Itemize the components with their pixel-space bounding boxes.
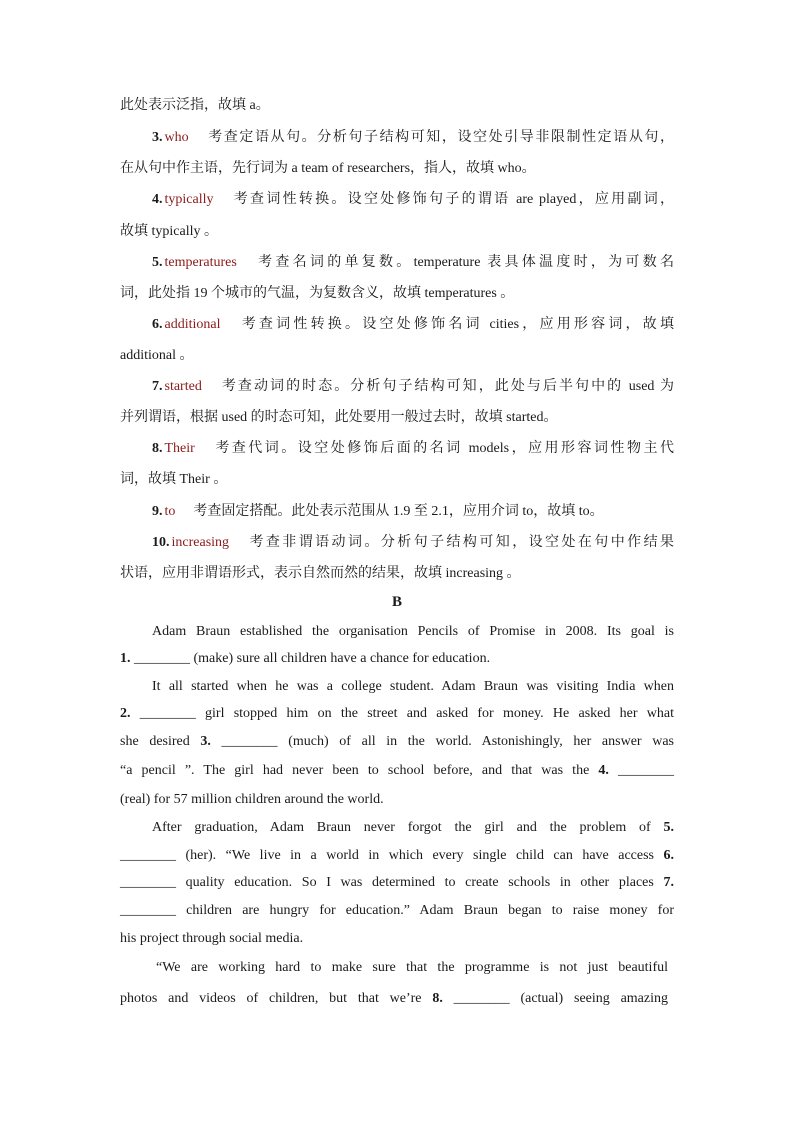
- answer-word: temperatures: [164, 255, 237, 270]
- passage-line: [152, 818, 674, 838]
- answer-word: who: [164, 130, 189, 145]
- blank-number: 8.: [432, 991, 443, 1006]
- answer-item-3: [152, 128, 674, 148]
- answer-item-5-line2: 词，此处指 19 个城市的气温，为复数含义，故填 temperatures 。: [120, 286, 515, 301]
- passage-text: “a pencil ”. The girl had never been to school before, and that was the: [120, 763, 599, 778]
- item-number: 7.: [152, 379, 163, 394]
- passage-text: ________ girl stopped him on the street and asked for money. He asked her what: [130, 706, 674, 721]
- answer-item-8: [152, 439, 674, 459]
- item-number: 6.: [152, 317, 163, 332]
- blank-number: 1.: [120, 651, 131, 666]
- answer-item-10-line2: 状语，应用非谓语形式，表示自然而然的结果，故填 increasing 。: [120, 566, 521, 581]
- answer-word: started: [164, 379, 202, 394]
- item-number: 8.: [152, 441, 163, 456]
- explanation-text: 考查非谓语动词。分析句子结构可知，设空处在句中作结果: [247, 535, 674, 550]
- answer-item-7-line2: 并列谓语，根据 used 的时态可知，此处要用一般过去时，故填 started。: [120, 410, 558, 425]
- blank-number: 5.: [663, 820, 674, 835]
- answer-item-4-line2: 故填 typically 。: [120, 224, 218, 239]
- answer-item-6-line2: additional 。: [120, 348, 194, 363]
- answer-word: additional: [164, 317, 221, 332]
- passage-text: ________ (her). “We live in a world in which every single child can have access: [120, 848, 664, 863]
- answer-word: to: [164, 504, 176, 519]
- passage-text: ________ quality education. So I was determined to create schools in other places: [120, 875, 664, 890]
- answer-word: typically: [164, 192, 214, 207]
- item-number: 5.: [152, 255, 163, 270]
- item-number: 9.: [152, 504, 163, 519]
- passage-text: ________: [608, 763, 675, 778]
- item-number: 3.: [152, 130, 163, 145]
- blank-number: 2.: [120, 706, 131, 721]
- passage-line: Adam Braun established the organisation Pencils of Promise in 2008. Its goal is: [152, 624, 674, 639]
- answer-2-continuation: 此处表示泛指，故填 a。: [120, 98, 270, 113]
- explanation-text: 考查定语从句。分析句子结构可知，设空处引导非限制性定语从句，: [206, 130, 674, 145]
- passage-line: [120, 761, 674, 781]
- passage-line: [120, 989, 668, 1009]
- answer-word: Their: [164, 441, 195, 456]
- answer-item-9: [152, 502, 674, 522]
- explanation-text: 考查代词。设空处修饰后面的名词 models，应用形容词性物主代: [212, 441, 674, 456]
- blank-number: 7.: [663, 875, 674, 890]
- explanation-text: 考查词性转换。设空处修饰句子的谓语 are played，应用副词，: [231, 192, 674, 207]
- passage-line: [120, 704, 674, 724]
- explanation-text: 考查动词的时态。分析句子结构可知，此处与后半句中的 used 为: [219, 379, 674, 394]
- item-number: 4.: [152, 192, 163, 207]
- passage-text: ________ (make) sure all children have a chance for education.: [130, 651, 491, 666]
- explanation-text: 考查固定搭配。此处表示范围从 1.9 至 2.1，应用介词 to，故填 to。: [193, 504, 604, 519]
- passage-line: [120, 846, 674, 866]
- explanation-text: 考查词性转换。设空处修饰名词 cities，应用形容词，故填: [238, 317, 674, 332]
- blank-number: 4.: [598, 763, 609, 778]
- passage-line: [120, 873, 674, 893]
- answer-item-6: [152, 315, 674, 335]
- passage-text: ________ (much) of all in the world. Astonishingly, her answer was: [210, 734, 675, 749]
- section-heading-b: B: [391, 594, 402, 610]
- passage-text: ________ (actual) seeing amazing: [442, 991, 668, 1006]
- passage-text: she desired: [120, 734, 201, 749]
- explanation-text: 考查名词的单复数。temperature 表具体温度时，为可数名: [254, 255, 674, 270]
- passage-line: “We are working hard to make sure that the programme is not just beautiful: [156, 960, 668, 975]
- passage-line: ________ children are hungry for education.” Adam Braun began to raise money for: [120, 903, 674, 918]
- passage-line: (real) for 57 million children around the world.: [120, 792, 384, 807]
- answer-word: increasing: [171, 535, 230, 550]
- answer-item-7: [152, 377, 674, 397]
- passage-line: [120, 732, 674, 752]
- answer-item-10: [152, 533, 674, 553]
- blank-number: 6.: [663, 848, 674, 863]
- passage-line: It all started when he was a college student. Adam Braun was visiting India when: [152, 679, 674, 694]
- answer-item-3-line2: 在从句中作主语，先行词为 a team of researchers，指人，故填 who。: [120, 161, 536, 176]
- passage-line: his project through social media.: [120, 931, 304, 946]
- passage-text: photos and videos of children, but that we’re: [120, 991, 433, 1006]
- item-number: 10.: [152, 535, 170, 550]
- blank-number: 3.: [200, 734, 211, 749]
- passage-line: [120, 649, 674, 669]
- answer-item-4: [152, 190, 674, 210]
- answer-item-8-line2: 词，故填 Their 。: [120, 472, 228, 487]
- answer-item-5: [152, 253, 674, 273]
- passage-text: After graduation, Adam Braun never forgot the girl and the problem of: [152, 820, 664, 835]
